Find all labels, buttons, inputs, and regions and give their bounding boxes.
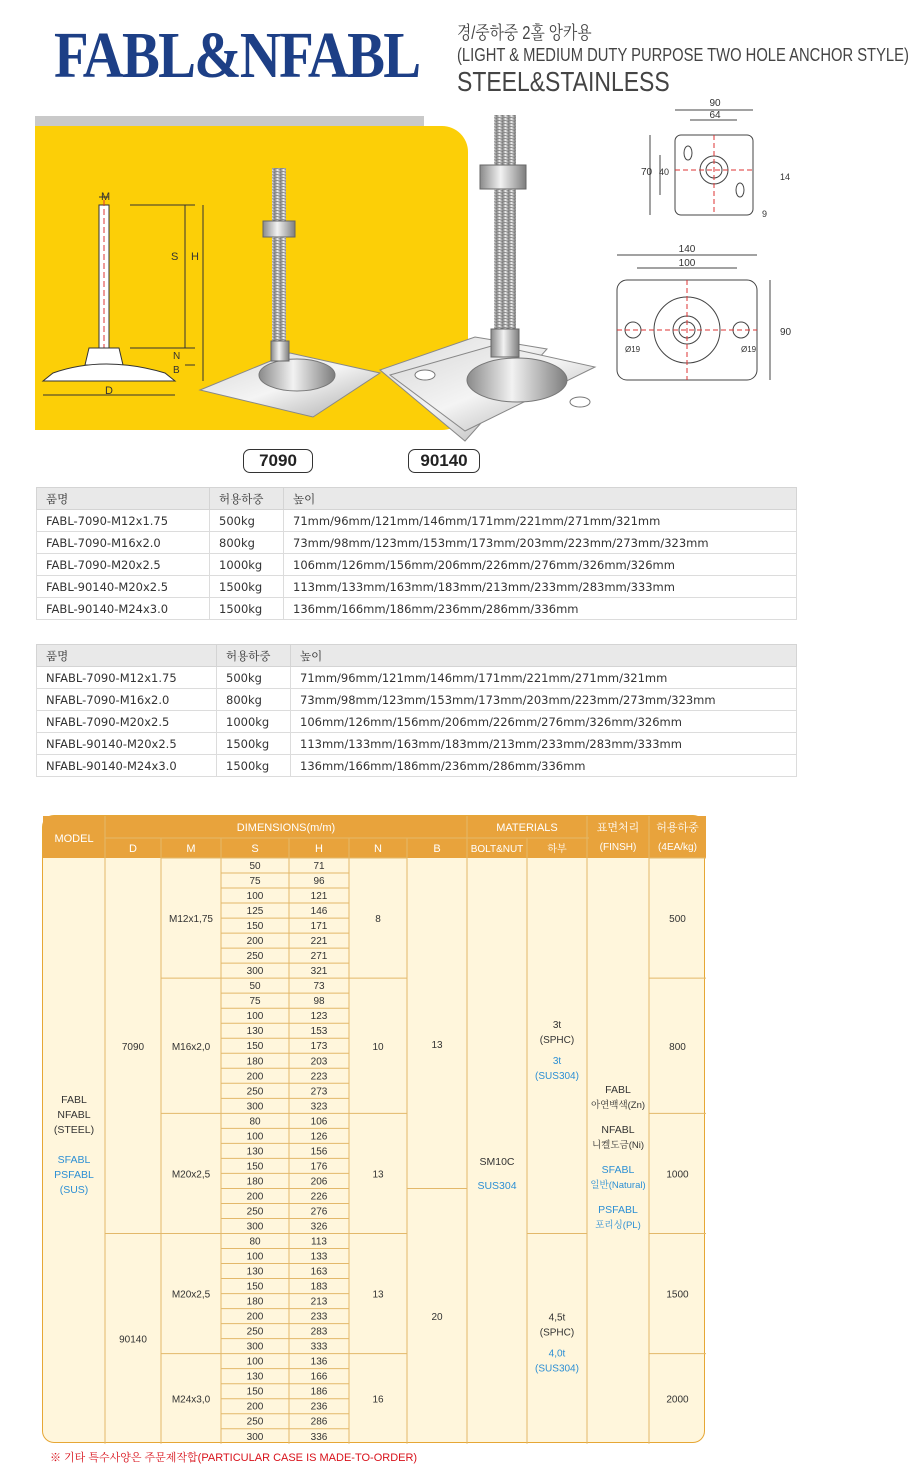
cell-n: 16 — [372, 1394, 384, 1406]
col-header-load: 허용하중 — [210, 488, 284, 510]
cell-h: 183 — [310, 1281, 328, 1293]
cell-s: 250 — [246, 1086, 264, 1098]
cell-h: 213 — [310, 1296, 328, 1308]
cell-h: 336 — [310, 1431, 328, 1443]
cell-s: 300 — [246, 1221, 264, 1233]
cell-s: 130 — [246, 1026, 264, 1038]
plan-view-90140 — [617, 255, 770, 380]
cell-load: 1500kg — [217, 755, 291, 777]
cell-name: NFABL-90140-M24x3.0 — [37, 755, 217, 777]
header-col-1: M — [186, 843, 196, 855]
header-col-3: H — [315, 843, 323, 855]
col-header-height: 높이 — [291, 645, 797, 667]
subtitle-korean: 경/중하중 2홀 앙카용 — [457, 23, 592, 43]
cell-h: 321 — [310, 966, 328, 978]
cell-h: 136 — [310, 1356, 328, 1368]
cell-name: FABL-90140-M24x3.0 — [37, 598, 210, 620]
cell-name: NFABL-90140-M20x2.5 — [37, 733, 217, 755]
cell-h: 233 — [310, 1311, 328, 1323]
cell-h: 113 — [311, 1236, 327, 1248]
cell-h: 126 — [310, 1131, 328, 1143]
cell-s: 250 — [246, 1416, 264, 1428]
cell-h: 166 — [310, 1371, 328, 1383]
cell-height: 73mm/98mm/123mm/153mm/173mm/203mm/223mm/273mm/323mm — [284, 532, 797, 554]
cell-s: 300 — [246, 1341, 264, 1353]
cell-s: 150 — [246, 1161, 264, 1173]
cell-load: 800kg — [217, 689, 291, 711]
cell-s: 100 — [246, 1131, 264, 1143]
cell-s: 150 — [246, 1041, 264, 1053]
plan-dim-90: 90 — [709, 98, 721, 109]
header-col-7: 하부 — [547, 844, 567, 855]
cell-s: 180 — [246, 1296, 264, 1308]
title-subtitle-block — [457, 22, 909, 98]
cell-height: 136mm/166mm/186mm/236mm/286mm/336mm — [291, 755, 797, 777]
cell-s: 300 — [246, 1431, 264, 1443]
cell-s: 300 — [246, 1101, 264, 1113]
cell-h: 133 — [310, 1251, 328, 1263]
cell-lower-7090-1: (SPHC) — [539, 1034, 575, 1046]
plan-dim-90b: 90 — [780, 327, 792, 338]
cell-m: M20x2,5 — [171, 1169, 211, 1181]
col-header-height: 높이 — [284, 488, 797, 510]
cell-h: 226 — [310, 1191, 328, 1203]
table-row — [37, 733, 797, 755]
cell-name: NFABL-7090-M12x1.75 — [37, 667, 217, 689]
plan-dim-64: 64 — [709, 110, 721, 121]
table-header-row — [37, 645, 797, 667]
cell-name: NFABL-7090-M16x2.0 — [37, 689, 217, 711]
cell-finish-6: PSFABL — [598, 1203, 638, 1216]
cell-h: 73 — [313, 981, 325, 993]
cell-s: 200 — [246, 1191, 264, 1203]
cell-h: 176 — [310, 1161, 328, 1173]
cell-load: 800 — [669, 1041, 686, 1053]
cell-s: 100 — [246, 1356, 264, 1368]
cell-load: 1000 — [666, 1169, 689, 1181]
cell-s: 150 — [246, 1281, 264, 1293]
cell-s: 75 — [249, 876, 261, 888]
product-photo-7090 — [200, 168, 380, 417]
cell-s: 250 — [246, 951, 264, 963]
cell-name: FABL-7090-M12x1.75 — [37, 510, 210, 532]
col-header-name: 품명 — [37, 645, 217, 667]
cell-d-90140: 90140 — [119, 1334, 147, 1346]
cell-lower-7090-0: 3t — [552, 1019, 562, 1031]
cell-load: 1000kg — [217, 711, 291, 733]
cell-n: 13 — [372, 1289, 384, 1301]
table-row — [37, 554, 797, 576]
cell-name: FABL-7090-M16x2.0 — [37, 532, 210, 554]
cell-height: 73mm/98mm/123mm/153mm/173mm/203mm/223mm/273mm/323mm — [291, 689, 797, 711]
cell-finish-0: FABL — [605, 1083, 631, 1096]
table-row — [37, 755, 797, 777]
plan-view-7090 — [650, 110, 753, 215]
cell-load: 500 — [669, 914, 686, 926]
table-row — [37, 510, 797, 532]
cell-load: 1500kg — [210, 576, 284, 598]
dim-label-h: H — [191, 251, 199, 263]
cell-h: 121 — [310, 891, 328, 903]
cell-h: 96 — [313, 876, 325, 888]
cell-h: 323 — [310, 1101, 328, 1113]
cell-lower-90140-0: 4,5t — [548, 1312, 566, 1324]
col-header-load: 허용하중 — [217, 645, 291, 667]
plan-dim-40: 40 — [659, 167, 670, 177]
model-line-1: NFABL — [57, 1108, 91, 1121]
cell-load: 500kg — [210, 510, 284, 532]
cell-h: 271 — [310, 951, 328, 963]
cell-load: 2000 — [666, 1394, 689, 1406]
subtitle-english: (LIGHT & MEDIUM DUTY PURPOSE TWO HOLE ANCHOR STYLE) — [457, 45, 909, 65]
dim-label-n: N — [173, 351, 181, 362]
cell-height: 106mm/126mm/156mm/206mm/226mm/276mm/326mm/326mm — [284, 554, 797, 576]
cell-s: 200 — [246, 1311, 264, 1323]
cell-height: 136mm/166mm/186mm/236mm/286mm/336mm — [284, 598, 797, 620]
cell-m: M24x3,0 — [171, 1394, 211, 1406]
table-header-row — [37, 488, 797, 510]
cell-load: 1500kg — [217, 733, 291, 755]
model-line-0: FABL — [61, 1093, 87, 1106]
header-col-0: D — [129, 843, 137, 855]
cell-s: 80 — [249, 1116, 261, 1128]
header-col-4: N — [374, 843, 382, 855]
dimension-spec-table — [42, 815, 705, 1443]
page-title: FABL&NFABL — [54, 19, 420, 92]
model-line-4: SFABL — [57, 1153, 91, 1166]
plan-dim-14: 14 — [780, 172, 791, 182]
cell-name: NFABL-7090-M20x2.5 — [37, 711, 217, 733]
cell-s: 100 — [246, 1251, 264, 1263]
cell-s: 300 — [246, 966, 264, 978]
dim-label-d: D — [105, 385, 113, 397]
cell-s: 100 — [246, 891, 264, 903]
cell-finish-7: 포리싱(PL) — [595, 1219, 641, 1231]
cell-s: 200 — [246, 936, 264, 948]
cell-s: 200 — [246, 1401, 264, 1413]
dim-label-b: B — [173, 365, 180, 376]
cell-s: 125 — [246, 906, 264, 918]
plan-dim-70: 70 — [641, 167, 653, 178]
header-finish-en: (FINSH) — [599, 842, 637, 853]
product-illustration — [35, 98, 805, 435]
table-row — [37, 667, 797, 689]
cell-h: 156 — [310, 1146, 328, 1158]
product-photo-90140 — [380, 115, 595, 441]
cell-s: 130 — [246, 1266, 264, 1278]
cell-h: 163 — [310, 1266, 328, 1278]
cell-d-7090: 7090 — [121, 1041, 145, 1053]
cell-m: M12x1,75 — [169, 914, 213, 926]
cell-load: 1500kg — [210, 598, 284, 620]
cell-lower-90140-1: (SPHC) — [539, 1327, 575, 1339]
plan-dim-140: 140 — [678, 244, 696, 255]
cell-bolt-steel: SM10C — [479, 1155, 515, 1168]
cell-s: 50 — [249, 981, 261, 993]
cell-s: 200 — [246, 1071, 264, 1083]
cell-load: 500kg — [217, 667, 291, 689]
cell-name: FABL-7090-M20x2.5 — [37, 554, 210, 576]
cell-n: 8 — [375, 914, 381, 926]
cell-h: 286 — [310, 1416, 328, 1428]
cell-finish-4: SFABL — [601, 1163, 635, 1176]
cell-m: M16x2,0 — [171, 1041, 211, 1053]
fabl-spec-table — [36, 487, 797, 620]
model-line-5: PSFABL — [54, 1168, 94, 1181]
cell-h: 123 — [310, 1011, 328, 1023]
header-col-5: B — [433, 843, 441, 855]
plan-dim-hole-right: Ø19 — [741, 345, 757, 354]
cell-finish-2: NFABL — [601, 1123, 635, 1136]
dim-label-m: M — [101, 191, 111, 203]
cell-lower-90140-2: 4,0t — [548, 1348, 566, 1360]
dimension-spec-grid — [43, 816, 706, 1444]
cell-h: 203 — [310, 1056, 328, 1068]
cell-h: 333 — [310, 1341, 328, 1353]
cell-m: M20x2,5 — [171, 1289, 211, 1301]
header-col-2: S — [251, 843, 259, 855]
cell-s: 130 — [246, 1146, 264, 1158]
header-col-6: BOLT&NUT — [470, 844, 524, 855]
cell-s: 100 — [246, 1011, 264, 1023]
header-dimensions: DIMENSIONS(m/m) — [236, 822, 336, 834]
cell-s: 180 — [246, 1176, 264, 1188]
header-load-ko: 허용하중 — [656, 822, 699, 834]
cell-h: 146 — [310, 906, 328, 918]
cell-h: 71 — [313, 861, 325, 872]
table-row — [37, 689, 797, 711]
cell-b-13: 13 — [431, 1040, 443, 1052]
cell-finish-1: 아연백색(Zn) — [590, 1099, 646, 1111]
cell-s: 75 — [249, 996, 261, 1008]
model-label-7090: 7090 — [243, 449, 313, 473]
cell-h: 223 — [310, 1071, 328, 1083]
col-header-name: 품명 — [37, 488, 210, 510]
nfabl-spec-table — [36, 644, 797, 777]
material-heading: STEEL&STAINLESS — [457, 66, 670, 97]
cell-s: 180 — [246, 1056, 264, 1068]
model-label-90140: 90140 — [408, 449, 480, 473]
plan-dim-hole-left: Ø19 — [625, 345, 641, 354]
cell-s: 80 — [249, 1236, 261, 1248]
cell-load: 800kg — [210, 532, 284, 554]
header-load-en: (4EA/kg) — [658, 842, 697, 853]
cell-lower-90140-3: (SUS304) — [535, 1363, 579, 1375]
plan-dim-9: 9 — [762, 209, 768, 219]
cell-h: 186 — [310, 1386, 328, 1398]
footnote: ※ 기타 특수사양은 주문제작합(PARTICULAR CASE IS MADE-TO-ORDER) — [50, 1452, 418, 1464]
cell-height: 106mm/126mm/156mm/206mm/226mm/276mm/326mm/326mm — [291, 711, 797, 733]
cell-finish-5: 일반(Natural) — [590, 1179, 646, 1191]
cell-h: 276 — [310, 1206, 328, 1218]
cell-b-20: 20 — [431, 1312, 443, 1324]
table-row — [37, 711, 797, 733]
cell-h: 173 — [310, 1041, 328, 1053]
cell-height: 71mm/96mm/121mm/146mm/171mm/221mm/271mm/321mm — [284, 510, 797, 532]
cell-name: FABL-90140-M20x2.5 — [37, 576, 210, 598]
model-line-2: (STEEL) — [53, 1123, 95, 1136]
cell-s: 130 — [246, 1371, 264, 1383]
cell-s: 50 — [249, 861, 261, 872]
cell-h: 236 — [310, 1401, 328, 1413]
header-finish-ko: 표면처리 — [596, 822, 640, 834]
cell-h: 153 — [310, 1026, 328, 1038]
header-materials: MATERIALS — [496, 822, 558, 834]
table-row — [37, 532, 797, 554]
cell-n: 13 — [372, 1169, 384, 1181]
cell-s: 250 — [246, 1206, 264, 1218]
cell-s: 150 — [246, 921, 264, 933]
table-row — [37, 598, 797, 620]
cell-lower-7090-3: (SUS304) — [535, 1070, 579, 1082]
cell-s: 150 — [246, 1386, 264, 1398]
cell-load: 1500 — [666, 1289, 689, 1301]
cell-s: 250 — [246, 1326, 264, 1338]
cell-lower-7090-2: 3t — [552, 1055, 562, 1067]
model-line-6: (SUS) — [59, 1183, 89, 1196]
cell-h: 273 — [310, 1086, 328, 1098]
cell-finish-3: 니켈도금(Ni) — [591, 1139, 645, 1151]
cell-load: 1000kg — [210, 554, 284, 576]
cell-height: 71mm/96mm/121mm/146mm/171mm/221mm/271mm/321mm — [291, 667, 797, 689]
cell-h: 98 — [313, 996, 325, 1008]
cell-h: 106 — [310, 1116, 328, 1128]
table-row — [37, 576, 797, 598]
cell-h: 206 — [310, 1176, 328, 1188]
cell-bolt-sus: SUS304 — [477, 1179, 517, 1192]
header-model: MODEL — [54, 833, 94, 845]
cell-h: 221 — [310, 936, 328, 948]
cell-h: 283 — [310, 1326, 328, 1338]
cell-h: 171 — [310, 921, 328, 933]
dim-label-s: S — [171, 251, 179, 263]
cell-n: 10 — [372, 1041, 384, 1053]
cell-h: 326 — [310, 1221, 328, 1233]
cell-height: 113mm/133mm/163mm/183mm/213mm/233mm/283mm/333mm — [284, 576, 797, 598]
plan-dim-100: 100 — [678, 258, 696, 269]
cell-height: 113mm/133mm/163mm/183mm/213mm/233mm/283mm/333mm — [291, 733, 797, 755]
